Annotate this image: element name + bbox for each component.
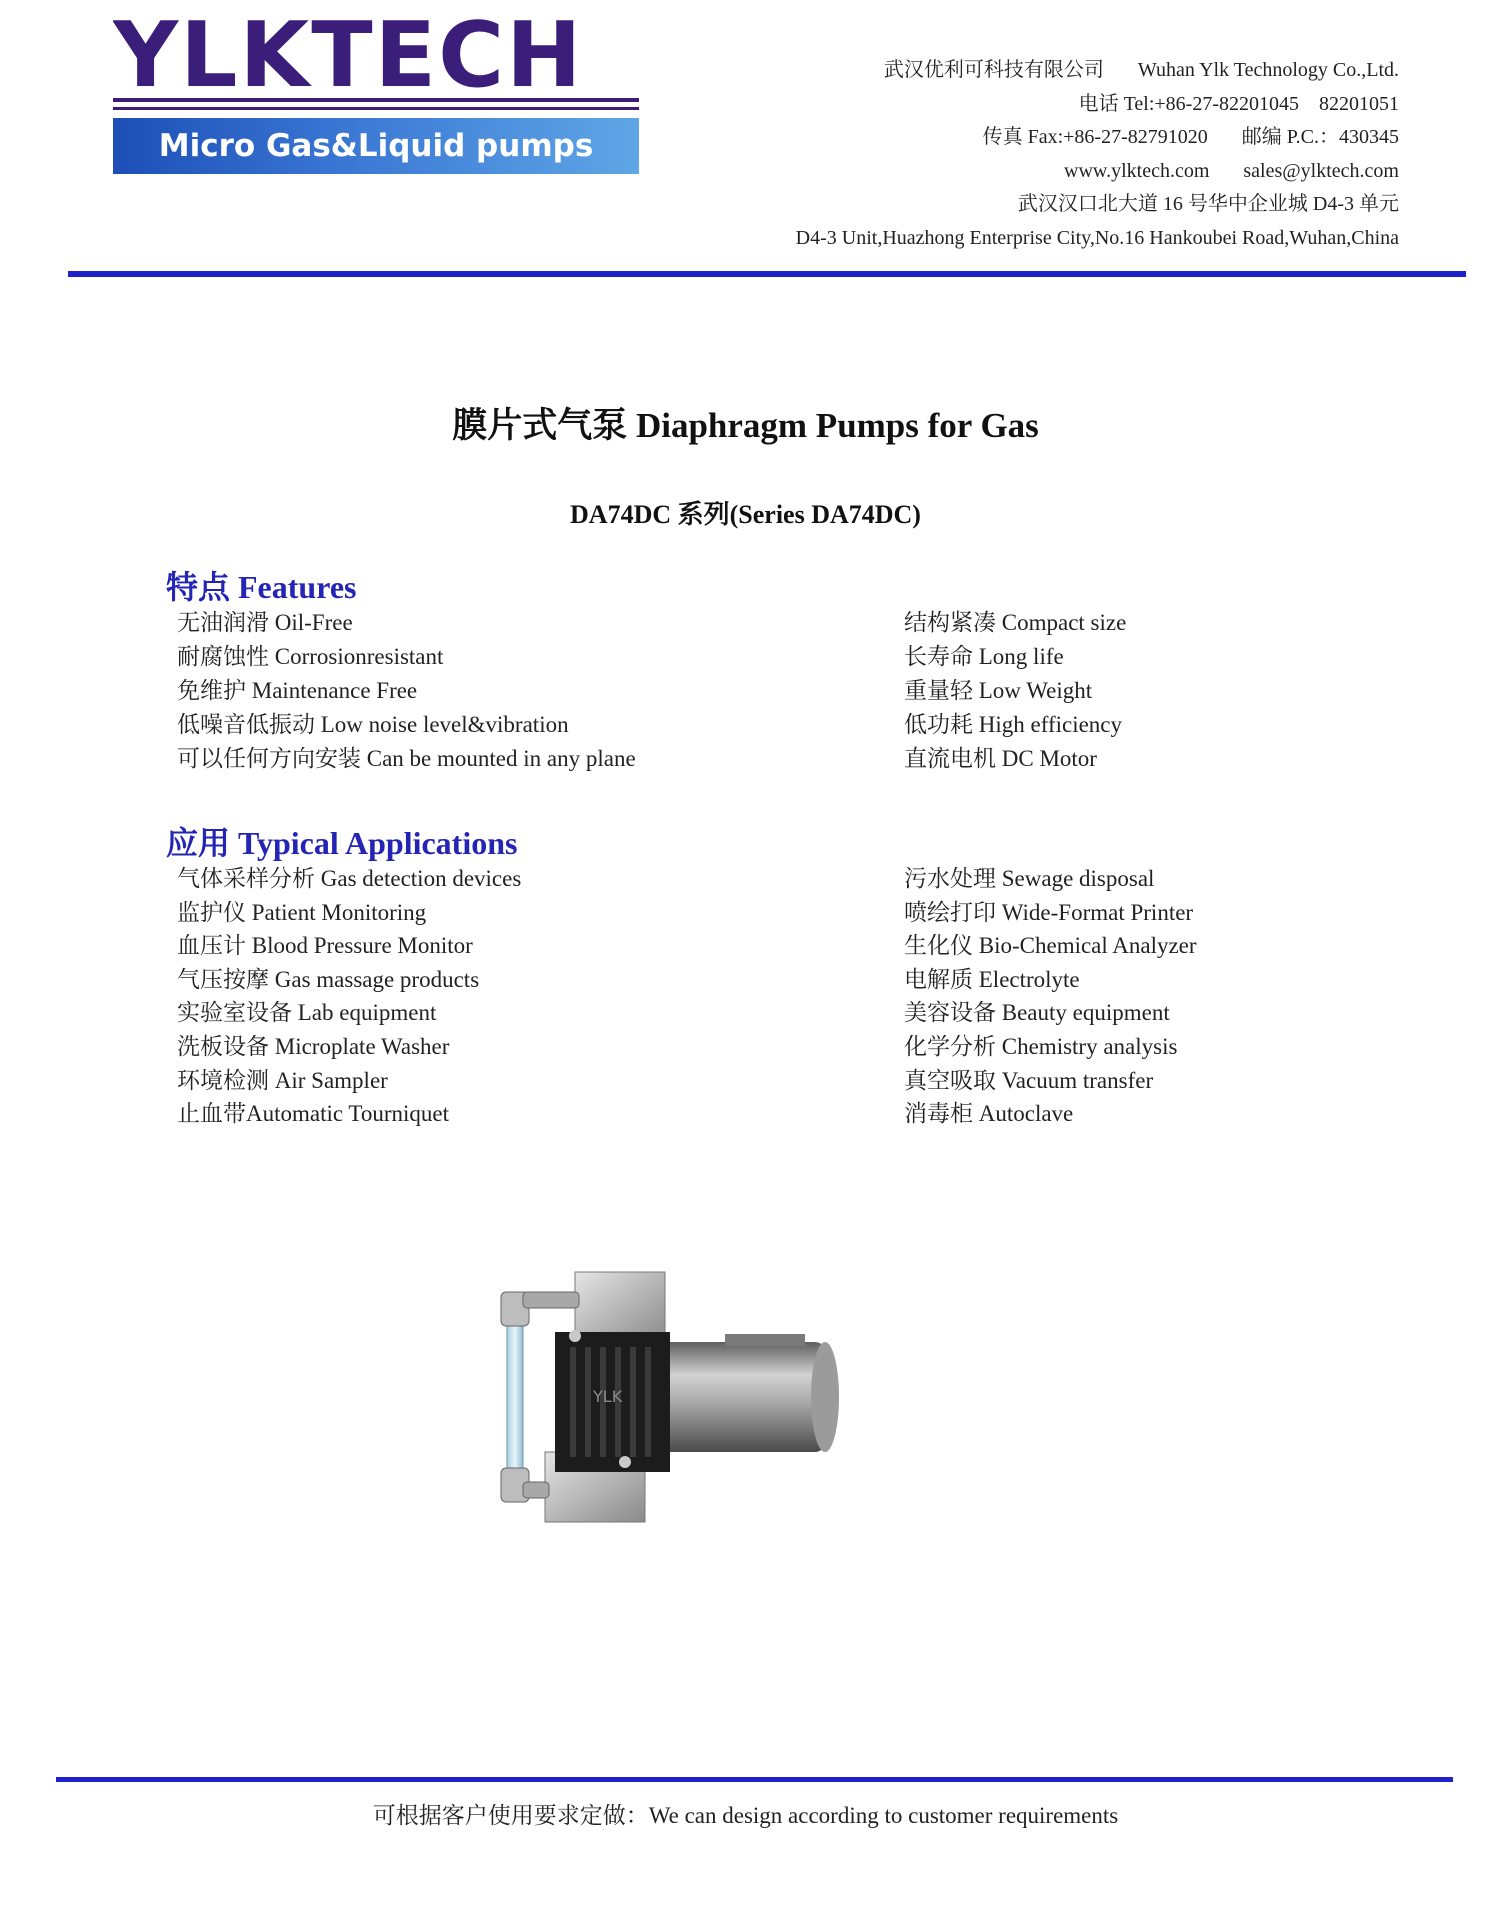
application-item: 化学分析 Chemistry analysis <box>904 1033 1178 1059</box>
feature-item: 可以任何方向安装 Can be mounted in any plane <box>177 746 636 771</box>
address-cn: 武汉汉口北大道 16 号华中企业城 D4-3 单元 <box>1017 193 1399 215</box>
applications-list-right <box>904 862 1197 1131</box>
application-item: 血压计 Blood Pressure Monitor <box>177 933 473 959</box>
features-list-left <box>177 606 636 776</box>
application-item: 环境检测 Air Sampler <box>177 1067 388 1093</box>
motor-cylinder <box>655 1342 825 1452</box>
pump-brand-label: YLK <box>593 1387 623 1406</box>
fax-postcode-line <box>639 121 1399 155</box>
email-link[interactable]: sales@ylktech.com <box>1243 159 1399 182</box>
screw <box>569 1330 581 1342</box>
feature-item: 长寿命 Long life <box>904 644 1064 669</box>
application-item: 喷绘打印 Wide-Format Printer <box>904 899 1194 925</box>
company-name-line <box>639 54 1399 88</box>
postal-code: 邮编 P.C.：430345 <box>1241 126 1399 148</box>
motor-bracket <box>725 1334 805 1346</box>
features-heading: 特点 Features <box>166 569 357 605</box>
motor-end-cap <box>811 1342 839 1452</box>
applications-list-left <box>177 862 521 1131</box>
logo-divider-bottom <box>113 107 639 110</box>
address-en: D4-3 Unit,Huazhong Enterprise City,No.16 Hankoubei Road,Wuhan,China <box>795 226 1399 249</box>
feature-item: 无油润滑 Oil-Free <box>177 610 353 635</box>
features-list-right <box>904 606 1126 776</box>
company-name-cn: 武汉优利可科技有限公司 <box>883 59 1104 81</box>
application-item: 洗板设备 Microplate Washer <box>177 1033 450 1059</box>
pump-product-image <box>495 1262 847 1562</box>
application-item: 气压按摩 Gas massage products <box>177 966 480 992</box>
website-link[interactable]: www.ylktech.com <box>1064 159 1210 182</box>
header-divider <box>68 271 1466 277</box>
screw <box>619 1456 631 1468</box>
application-item: 美容设备 Beauty equipment <box>904 1000 1170 1026</box>
logo-divider-top <box>113 98 639 102</box>
feature-item: 低功耗 High efficiency <box>904 712 1123 737</box>
application-item: 生化仪 Bio-Chemical Analyzer <box>904 933 1197 959</box>
feature-item: 耐腐蚀性 Corrosionresistant <box>177 644 444 669</box>
application-item: 气体采样分析 Gas detection devices <box>177 866 522 891</box>
fax-number: 传真 Fax:+86-27-82791020 <box>982 126 1208 148</box>
application-item: 消毒柜 Autoclave <box>904 1101 1074 1127</box>
document-title: 膜片式气泵 Diaphragm Pumps for Gas <box>452 406 1039 445</box>
footer-divider <box>56 1777 1453 1782</box>
applications-heading: 应用 Typical Applications <box>166 825 518 861</box>
footer-note: 可根据客户使用要求定做：We can design according to customer requirements <box>372 1803 1119 1828</box>
application-item: 电解质 Electrolyte <box>904 966 1080 992</box>
company-name-en: Wuhan Ylk Technology Co.,Ltd. <box>1137 59 1399 81</box>
logo-tagline: Micro Gas&Liquid pumps <box>113 118 639 174</box>
pump-head-top <box>575 1272 665 1342</box>
fitting-arm-bottom <box>523 1482 549 1498</box>
application-item: 止血带Automatic Tourniquet <box>177 1101 450 1127</box>
company-info <box>639 54 1399 255</box>
feature-item: 免维护 Maintenance Free <box>177 678 418 703</box>
series-subtitle: DA74DC 系列(Series DA74DC) <box>570 500 921 529</box>
feature-item: 结构紧凑 Compact size <box>904 610 1127 635</box>
feature-item: 直流电机 DC Motor <box>904 746 1097 771</box>
application-item: 污水处理 Sewage disposal <box>904 866 1155 891</box>
application-item: 监护仪 Patient Monitoring <box>177 899 427 925</box>
company-logo <box>113 18 639 174</box>
phone-line: 电话 Tel:+86-27-82201045 82201051 <box>1078 92 1399 115</box>
fitting-arm-top <box>523 1292 579 1308</box>
logo-wordmark: YLKTECH <box>113 18 584 94</box>
application-item: 真空吸取 Vacuum transfer <box>904 1067 1154 1093</box>
feature-item: 重量轻 Low Weight <box>904 678 1093 703</box>
web-email-line <box>639 155 1399 189</box>
application-item: 实验室设备 Lab equipment <box>177 1000 437 1026</box>
connecting-tube <box>507 1322 523 1472</box>
feature-item: 低噪音低振动 Low noise level&vibration <box>177 712 569 737</box>
